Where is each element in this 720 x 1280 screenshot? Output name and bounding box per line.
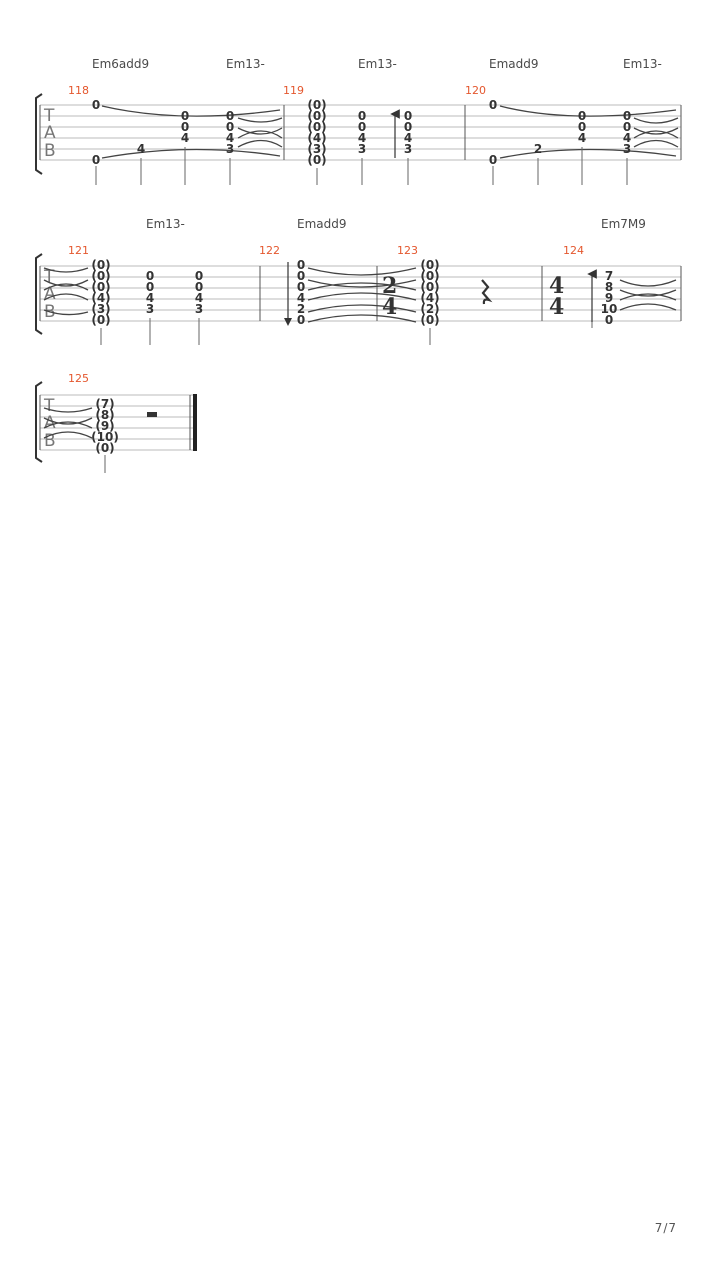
svg-text:3: 3 (225, 142, 235, 156)
svg-text:4: 4 (403, 131, 413, 145)
svg-text:0: 0 (91, 153, 101, 167)
svg-text:0: 0 (296, 280, 306, 294)
svg-text:(2): (2) (420, 302, 440, 316)
chord-name: Em13- (358, 57, 397, 71)
svg-text:(0): (0) (420, 280, 440, 294)
svg-text:9: 9 (604, 291, 614, 305)
svg-text:0: 0 (403, 109, 413, 123)
tab-letter-b: B (44, 141, 56, 161)
svg-text:0: 0 (403, 120, 413, 134)
svg-text:4: 4 (296, 291, 306, 305)
svg-text:(0): (0) (91, 258, 111, 272)
svg-text:(4): (4) (91, 291, 111, 305)
chord-name: Em7M9 (601, 217, 646, 231)
svg-text:0: 0 (194, 269, 204, 283)
svg-text:(4): (4) (307, 131, 327, 145)
svg-text:4: 4 (136, 142, 146, 156)
svg-text:0: 0 (357, 109, 367, 123)
svg-text:3: 3 (622, 142, 632, 156)
svg-text:4: 4 (357, 131, 367, 145)
tab-letter-b: B (44, 302, 56, 322)
svg-text:10: 10 (600, 302, 618, 316)
svg-text:(0): (0) (95, 441, 115, 455)
svg-text:4: 4 (194, 291, 204, 305)
tab-score (0, 0, 720, 500)
svg-text:4: 4 (145, 291, 155, 305)
system-1 (36, 57, 681, 185)
svg-text:(4): (4) (420, 291, 440, 305)
measure-number: 119 (283, 84, 304, 97)
measure-number: 121 (68, 244, 89, 257)
quarter-rest (482, 280, 489, 304)
system-bracket (36, 94, 42, 174)
svg-text:(8): (8) (95, 408, 115, 422)
measure-number: 120 (465, 84, 486, 97)
tab-letter-t: T (44, 267, 55, 287)
svg-text:4: 4 (225, 131, 235, 145)
measure-number: 125 (68, 372, 89, 385)
svg-text:3: 3 (357, 142, 367, 156)
svg-text:(0): (0) (91, 313, 111, 327)
svg-text:3: 3 (145, 302, 155, 316)
svg-text:0: 0 (225, 109, 235, 123)
svg-text:(0): (0) (307, 120, 327, 134)
svg-text:0: 0 (357, 120, 367, 134)
time-signature-top: 2 (382, 273, 398, 299)
chord-name: Em13- (623, 57, 662, 71)
svg-text:7: 7 (604, 269, 614, 283)
tab-letter-t: T (44, 396, 55, 416)
svg-text:0: 0 (145, 269, 155, 283)
svg-text:8: 8 (604, 280, 614, 294)
svg-text:2: 2 (533, 142, 543, 156)
svg-text:(3): (3) (91, 302, 111, 316)
svg-text:0: 0 (194, 280, 204, 294)
svg-text:0: 0 (622, 109, 632, 123)
svg-text:0: 0 (180, 109, 190, 123)
svg-text:0: 0 (577, 109, 587, 123)
svg-text:(0): (0) (307, 109, 327, 123)
svg-text:2: 2 (296, 302, 306, 316)
tab-letter-t: T (44, 106, 55, 126)
svg-text:(7): (7) (95, 397, 115, 411)
svg-text:0: 0 (180, 120, 190, 134)
tab-letter-a: A (44, 413, 56, 433)
chord-name: Em6add9 (92, 57, 150, 71)
svg-text:4: 4 (622, 131, 632, 145)
tab-letter-a: A (44, 284, 56, 304)
half-rest (147, 412, 157, 417)
svg-text:(0): (0) (420, 269, 440, 283)
svg-text:(0): (0) (420, 313, 440, 327)
svg-text:0: 0 (145, 280, 155, 294)
time-signature-bottom: 4 (382, 294, 398, 320)
svg-text:(9): (9) (95, 419, 115, 433)
svg-text:(0): (0) (307, 153, 327, 167)
svg-text:3: 3 (403, 142, 413, 156)
chord-name: Emadd9 (489, 57, 539, 71)
time-signature-bottom: 4 (549, 294, 565, 320)
svg-text:(0): (0) (307, 98, 327, 112)
system-3 (36, 372, 196, 473)
chord-name: Em13- (146, 217, 185, 231)
svg-text:(0): (0) (91, 269, 111, 283)
svg-text:(3): (3) (307, 142, 327, 156)
svg-text:0: 0 (604, 313, 614, 327)
measure-number: 124 (563, 244, 584, 257)
svg-text:0: 0 (577, 120, 587, 134)
svg-text:0: 0 (91, 98, 101, 112)
svg-text:3: 3 (194, 302, 204, 316)
time-signature-top: 4 (549, 273, 565, 299)
svg-text:4: 4 (180, 131, 190, 145)
svg-text:0: 0 (296, 269, 306, 283)
svg-text:4: 4 (577, 131, 587, 145)
svg-text:0: 0 (622, 120, 632, 134)
tab-letter-b: B (44, 431, 56, 451)
measure-number: 122 (259, 244, 280, 257)
svg-text:0: 0 (225, 120, 235, 134)
tab-letter-a: A (44, 123, 56, 143)
chord-name: Emadd9 (297, 217, 347, 231)
chord-name: Em13- (226, 57, 265, 71)
svg-text:0: 0 (488, 153, 498, 167)
svg-text:(10): (10) (91, 430, 119, 444)
svg-text:0: 0 (488, 98, 498, 112)
svg-text:0: 0 (296, 258, 306, 272)
svg-text:(0): (0) (91, 280, 111, 294)
system-2 (36, 217, 681, 345)
page-number: 7/7 (654, 1221, 677, 1235)
svg-text:(0): (0) (420, 258, 440, 272)
measure-number: 123 (397, 244, 418, 257)
measure-number: 118 (68, 84, 89, 97)
svg-text:0: 0 (296, 313, 306, 327)
